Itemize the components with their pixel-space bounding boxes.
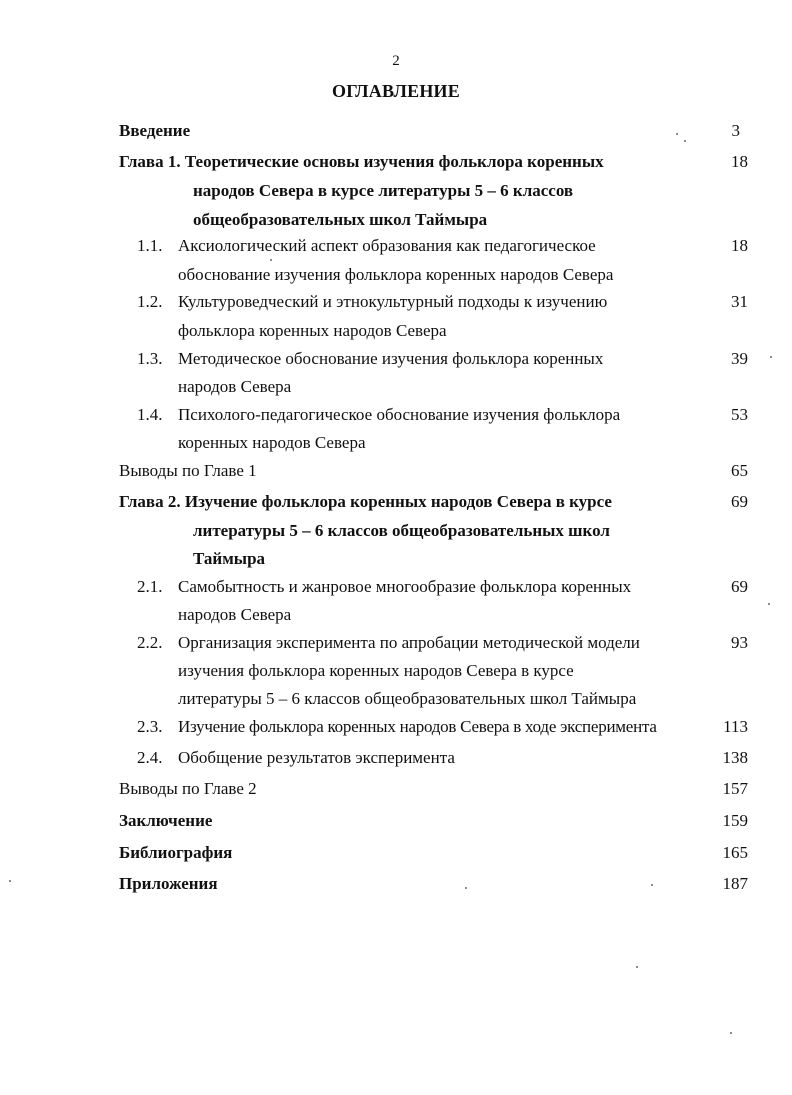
toc-entry-label: Выводы по Главе 1 bbox=[119, 461, 257, 480]
toc-page-number: 39 bbox=[731, 349, 748, 368]
toc-entry-label-continued: литературы 5 – 6 классов общеобразовательных школ bbox=[193, 521, 610, 540]
toc-entry-label-continued: народов Севера bbox=[178, 377, 292, 396]
toc-entry-label: Обобщение результатов эксперимента bbox=[178, 748, 455, 767]
toc-page-number: 113 bbox=[723, 717, 748, 736]
toc-entry-label: Приложения bbox=[119, 874, 218, 893]
scan-speck bbox=[270, 259, 272, 261]
toc-entry-label: Аксиологический аспект образования как педагогическое bbox=[178, 236, 596, 255]
toc-entry-label-continued: обоснование изучения фольклора коренных народов Севера bbox=[178, 265, 614, 284]
toc-page-number: 69 bbox=[731, 492, 748, 511]
toc-section-number: 2.3. bbox=[137, 717, 163, 736]
toc-entry-label: Выводы по Главе 2 bbox=[119, 779, 257, 798]
toc-page-number: 18 bbox=[731, 236, 748, 255]
toc-page-number: 157 bbox=[722, 779, 748, 798]
toc-entry-label-continued: народов Севера в курсе литературы 5 – 6 классов bbox=[193, 181, 574, 200]
toc-entry-label: Психолого-педагогическое обоснование изучения фольклора bbox=[178, 405, 621, 424]
toc-entry-label: Культуроведческий и этнокультурный подходы к изучению bbox=[178, 292, 608, 311]
toc-entry-label: Методическое обоснование изучения фольклора коренных bbox=[178, 349, 604, 368]
scan-speck bbox=[768, 603, 770, 605]
scan-speck bbox=[730, 1032, 732, 1034]
scan-speck bbox=[770, 356, 772, 358]
toc-entry-label: Самобытность и жанровое многообразие фольклора коренных bbox=[178, 577, 632, 596]
scan-speck bbox=[636, 966, 638, 968]
toc-entry-label-continued: фольклора коренных народов Севера bbox=[178, 321, 447, 340]
toc-entry-label-continued: народов Севера bbox=[178, 605, 292, 624]
toc-section-number: 1.1. bbox=[137, 236, 163, 255]
toc-page-number: 165 bbox=[722, 843, 748, 862]
toc-entry-label-continued: коренных народов Севера bbox=[178, 433, 366, 452]
toc-page-number: 69 bbox=[731, 577, 748, 596]
toc-entry-label: Заключение bbox=[119, 811, 213, 830]
scan-speck bbox=[651, 884, 653, 886]
scan-speck bbox=[684, 140, 686, 142]
toc-section-number: 2.4. bbox=[137, 748, 163, 767]
toc-page-number: 18 bbox=[731, 152, 748, 171]
toc-section-number: 2.2. bbox=[137, 633, 163, 652]
toc-entry-label: Организация эксперимента по апробации методической модели bbox=[178, 633, 640, 652]
toc-entry-label-continued: Таймыра bbox=[193, 549, 266, 568]
toc-entry-label-continued: общеобразовательных школ Таймыра bbox=[193, 210, 488, 229]
toc-section-number: 1.4. bbox=[137, 405, 163, 424]
toc-page-number: 159 bbox=[722, 811, 748, 830]
toc-page-number: 187 bbox=[722, 874, 748, 893]
scan-speck bbox=[9, 880, 11, 882]
toc-page-number: 93 bbox=[731, 633, 748, 652]
toc-entry-label: Глава 2. Изучение фольклора коренных народов Севера в курсе bbox=[119, 492, 612, 511]
toc-page-number: 138 bbox=[722, 748, 748, 767]
toc-entry-label: Изучение фольклора коренных народов Севера в ходе эксперимента bbox=[178, 717, 657, 736]
toc-section-number: 1.2. bbox=[137, 292, 163, 311]
toc-page-number: 3 bbox=[731, 121, 740, 140]
scan-speck bbox=[465, 887, 467, 889]
toc-page-number: 31 bbox=[731, 292, 748, 311]
scan-speck bbox=[676, 133, 678, 135]
toc-page-number: 65 bbox=[731, 461, 748, 480]
toc-section-number: 1.3. bbox=[137, 349, 163, 368]
toc-section-number: 2.1. bbox=[137, 577, 163, 596]
toc-entry-label-continued: литературы 5 – 6 классов общеобразовательных школ Таймыра bbox=[178, 689, 637, 708]
page-number: 2 bbox=[392, 53, 400, 69]
toc-entry-label-continued: изучения фольклора коренных народов Севера в курсе bbox=[178, 661, 574, 680]
toc-entry-label: Библиография bbox=[119, 843, 233, 862]
toc-entry-label: Введение bbox=[119, 121, 191, 140]
toc-entry-label: Глава 1. Теоретические основы изучения фольклора коренных bbox=[119, 152, 604, 171]
toc-page-number: 53 bbox=[731, 405, 748, 424]
page-title: ОГЛАВЛЕНИЕ bbox=[332, 81, 460, 101]
